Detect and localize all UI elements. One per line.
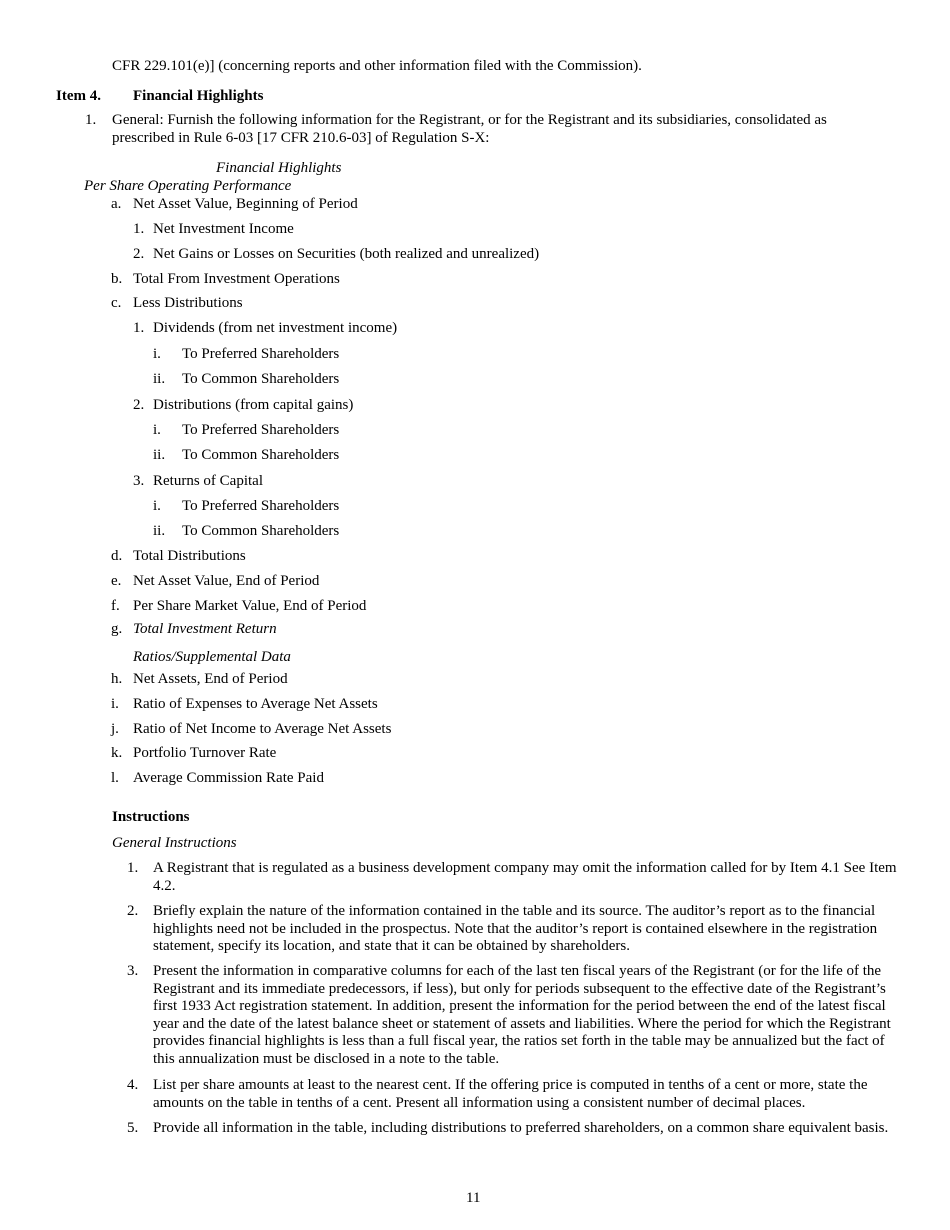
section-heading: Per Share Operating Performance — [84, 178, 292, 194]
general-paragraph: General: Furnish the following information for the Registrant, or for the Registrant and its subsidiaries, consolidated as prescribed in Rule 6-03 [17 CFR 210.6-03] of Regulation S-X: — [112, 112, 827, 146]
page-number: 11 — [466, 1190, 481, 1206]
continuation-line: CFR 229.101(e)] (concerning reports and other information filed with the Commission). — [112, 58, 642, 74]
outline-text: Total Distributions — [133, 548, 246, 564]
outline-text: To Common Shareholders — [182, 371, 340, 387]
ratio-text: Portfolio Turnover Rate — [133, 745, 277, 761]
outline-marker: 3. — [133, 473, 145, 489]
ratio-marker: i. — [111, 696, 119, 712]
outline-text: Total Investment Return — [133, 621, 277, 637]
instruction-text: A Registrant that is regulated as a business development company may omit the information called for by Item 4.1 See Item 4.2. — [153, 860, 897, 894]
instruction-text: Provide all information in the table, including distributions to preferred shareholders, on a common share equivalent basis. — [153, 1120, 889, 1136]
outline-text: Net Gains or Losses on Securities (both realized and unrealized) — [153, 246, 540, 262]
outline-marker: i. — [153, 498, 161, 514]
instruction-number: 2. — [127, 903, 139, 919]
outline-marker: ii. — [153, 371, 166, 387]
outline-marker: b. — [111, 271, 123, 287]
ratio-marker: j. — [111, 721, 119, 737]
ratio-text: Ratio of Expenses to Average Net Assets — [133, 696, 378, 712]
instructions-heading: Instructions — [112, 809, 190, 825]
outline-text: Total From Investment Operations — [133, 271, 340, 287]
outline-text: Returns of Capital — [153, 473, 263, 489]
general-number: 1. — [85, 112, 97, 128]
outline-marker: i. — [153, 346, 161, 362]
instruction-number: 1. — [127, 860, 139, 876]
outline-text: Net Asset Value, End of Period — [133, 573, 320, 589]
ratio-marker: l. — [111, 770, 119, 786]
instruction-text: Briefly explain the nature of the information contained in the table and its source. The auditor’s report as to the financial highlights need not be included in the prospectus. Note that the auditor’s report is contained elsewhere in the registration statement, specify its location, and state that it can be obtained by shareholders. — [153, 903, 878, 954]
outline-text: To Preferred Shareholders — [182, 346, 340, 362]
outline-text: Net Asset Value, Beginning of Period — [133, 196, 358, 212]
ratio-marker: h. — [111, 671, 123, 687]
table-title: Financial Highlights — [216, 160, 342, 176]
outline-text: To Common Shareholders — [182, 447, 340, 463]
ratio-text: Average Commission Rate Paid — [133, 770, 324, 786]
outline-text: Per Share Market Value, End of Period — [133, 598, 367, 614]
outline-marker: 2. — [133, 397, 145, 413]
outline-marker: d. — [111, 548, 123, 564]
outline-text: Dividends (from net investment income) — [153, 320, 398, 336]
instruction-text: Present the information in comparative columns for each of the last ten fiscal years of the Registrant (or for the life of the Registrant and its immediate predecessors, if less), but only for periods subsequent to the effective date of the Registrant’s first 1933 Act registration statement. In addition, present the information for the period between the end of the latest fiscal year and the date of the latest balance sheet or statement of assets and liabilities. Where the period for which the Registrant provides financial highlights is less than a full fiscal year, the ratios set forth in the table may be annualized but the fact of this annualization must be disclosed in a note to the table. — [153, 963, 891, 1067]
instruction-number: 5. — [127, 1120, 139, 1136]
outline-marker: c. — [111, 295, 122, 311]
outline-marker: f. — [111, 598, 120, 614]
outline-text: To Preferred Shareholders — [182, 422, 340, 438]
ratio-text: Ratio of Net Income to Average Net Assets — [133, 721, 392, 737]
outline-marker: 1. — [133, 221, 145, 237]
outline-marker: g. — [111, 621, 123, 637]
outline-marker: ii. — [153, 447, 166, 463]
outline-text: Less Distributions — [133, 295, 243, 311]
outline-marker: 1. — [133, 320, 145, 336]
outline-marker: i. — [153, 422, 161, 438]
outline-marker: a. — [111, 196, 122, 212]
outline-text: Distributions (from capital gains) — [153, 397, 354, 413]
ratio-marker: k. — [111, 745, 123, 761]
instruction-number: 4. — [127, 1077, 139, 1093]
outline-marker: 2. — [133, 246, 145, 262]
outline-text: To Common Shareholders — [182, 523, 340, 539]
outline-text: Net Investment Income — [153, 221, 294, 237]
outline-marker: ii. — [153, 523, 166, 539]
ratio-text: Net Assets, End of Period — [133, 671, 288, 687]
outline-marker: e. — [111, 573, 122, 589]
ratios-heading: Ratios/Supplemental Data — [133, 649, 291, 665]
item-number: Item 4. — [56, 88, 101, 104]
instruction-text: List per share amounts at least to the nearest cent. If the offering price is computed in tenths of a cent or more, state the amounts on the table in tenths of a cent. Present all information using a consistent number of decimal places. — [153, 1077, 868, 1111]
outline-text: To Preferred Shareholders — [182, 498, 340, 514]
instruction-number: 3. — [127, 963, 139, 979]
general-instructions-heading: General Instructions — [112, 835, 237, 851]
item-title: Financial Highlights — [133, 88, 264, 104]
